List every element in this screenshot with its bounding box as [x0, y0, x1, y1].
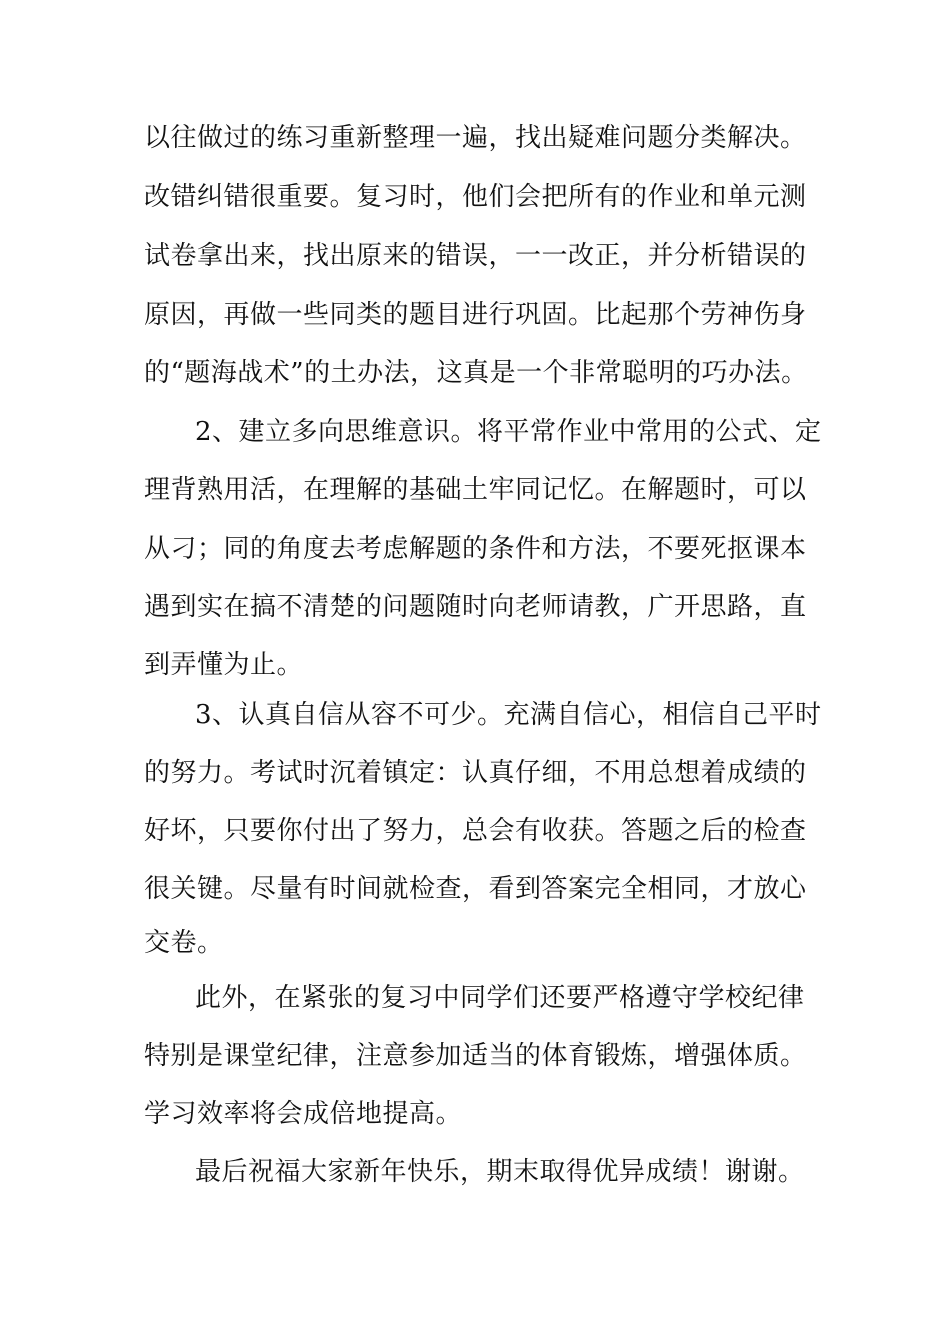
- text-line: 以往做过的练习重新整理一遍，找出疑难问题分类解决。: [144, 123, 807, 153]
- text-line: 特别是课堂纪律，注意参加适当的体育锻炼，增强体质。: [144, 1041, 807, 1071]
- paragraph-start-line: 2、建立多向思维意识。将平常作业中常用的公式、定: [195, 417, 822, 447]
- text-line: 交卷。: [144, 928, 224, 958]
- text-line: 改错纠错很重要。复习时，他们会把所有的作业和单元测: [144, 182, 807, 212]
- text-line: 理背熟用活，在理解的基础土牢同记忆。在解题时，可以: [144, 475, 807, 505]
- text-line: 到弄懂为止。: [144, 650, 304, 680]
- text-line: 遇到实在搞不清楚的问题随时向老师请教，广开思路，直: [144, 592, 807, 622]
- text-line: 从刁；同的角度去考虑解题的条件和方法，不要死抠课本: [144, 534, 807, 564]
- text-line: 学习效率将会成倍地提高。: [144, 1099, 463, 1129]
- text-line: 的努力。考试时沉着镇定：认真仔细，不用总想着成绩的: [144, 758, 807, 788]
- paragraph-start-line: 最后祝福大家新年快乐，期末取得优异成绩！谢谢。: [195, 1157, 805, 1187]
- paragraph-start-line: 此外，在紧张的复习中同学们还要严格遵守学校纪律: [195, 983, 805, 1013]
- text-line: 试卷拿出来，找出原来的错误，一一改正，并分析错误的: [144, 241, 807, 271]
- text-line: 原因，再做一些同类的题目进行巩固。比起那个劳神伤身: [144, 300, 807, 330]
- paragraph-start-line: 3、认真自信从容不可少。充满自信心，相信自己平时: [195, 700, 822, 730]
- text-line: 好坏，只要你付出了努力，总会有收获。答题之后的检查: [144, 816, 807, 846]
- text-line: 的“题海战术”的土办法，这真是一个非常聪明的巧办法。: [144, 358, 808, 388]
- text-line: 很关键。尽量有时间就检查，看到答案完全相同，才放心: [144, 874, 807, 904]
